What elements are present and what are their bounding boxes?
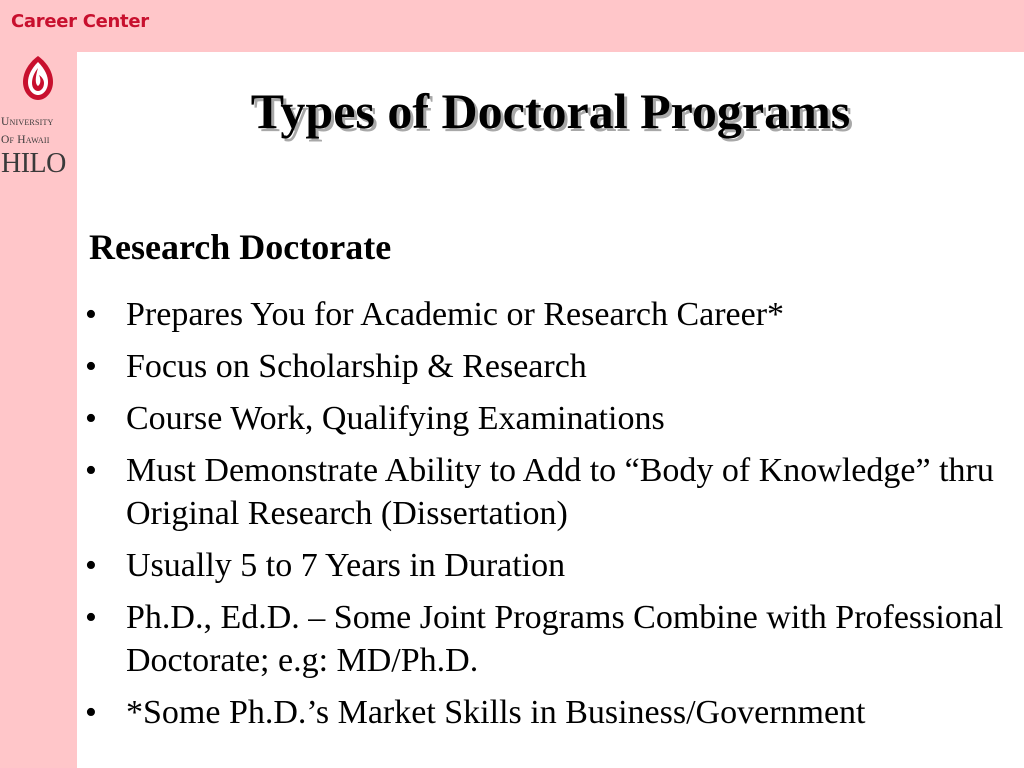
bullet-text: Course Work, Qualifying Examinations [126, 400, 665, 437]
bullet-item [85, 397, 1015, 440]
bullet-text: Focus on Scholarship & Research [126, 348, 587, 385]
bullet-text: Usually 5 to 7 Years in Duration [126, 547, 566, 584]
bullet-item [85, 691, 1015, 734]
top-band [0, 0, 1024, 52]
university-logo [0, 52, 77, 192]
bullet-text: Must Demonstrate Ability to Add to “Body of Knowledge” thru Original Research (Dissertation) [126, 452, 994, 532]
bullet-text: Prepares You for Academic or Research Career* [126, 296, 785, 333]
bullet-marker: • [85, 547, 97, 584]
logo-text-hilo: HILO [1, 148, 66, 179]
bullet-item [85, 345, 1015, 388]
bullet-marker: • [85, 296, 97, 333]
slide-title: Types of Doctoral Programs [250, 83, 851, 139]
bullet-item [85, 596, 1015, 682]
slide-subheading: Research Doctorate [89, 227, 392, 267]
bullet-text: *Some Ph.D.’s Market Skills in Business/Government [126, 694, 866, 731]
bullet-text: Ph.D., Ed.D. – Some Joint Programs Combine with Professional Doctorate; e.g: MD/Ph.D. [126, 599, 1004, 679]
bullet-item [85, 449, 1015, 535]
career-center-label: Career Center [11, 11, 149, 32]
bullet-list [85, 293, 1015, 743]
bullet-item [85, 544, 1015, 587]
logo-text-university: University [1, 116, 54, 128]
bullet-item [85, 293, 1015, 336]
bullet-marker: • [85, 452, 97, 489]
bullet-marker: • [85, 400, 97, 437]
logo-text-of-hawaii: Of Hawaii [1, 134, 50, 146]
bullet-marker: • [85, 348, 97, 385]
bullet-marker: • [85, 599, 97, 636]
bullet-marker: • [85, 694, 97, 731]
seal-icon [19, 54, 57, 102]
